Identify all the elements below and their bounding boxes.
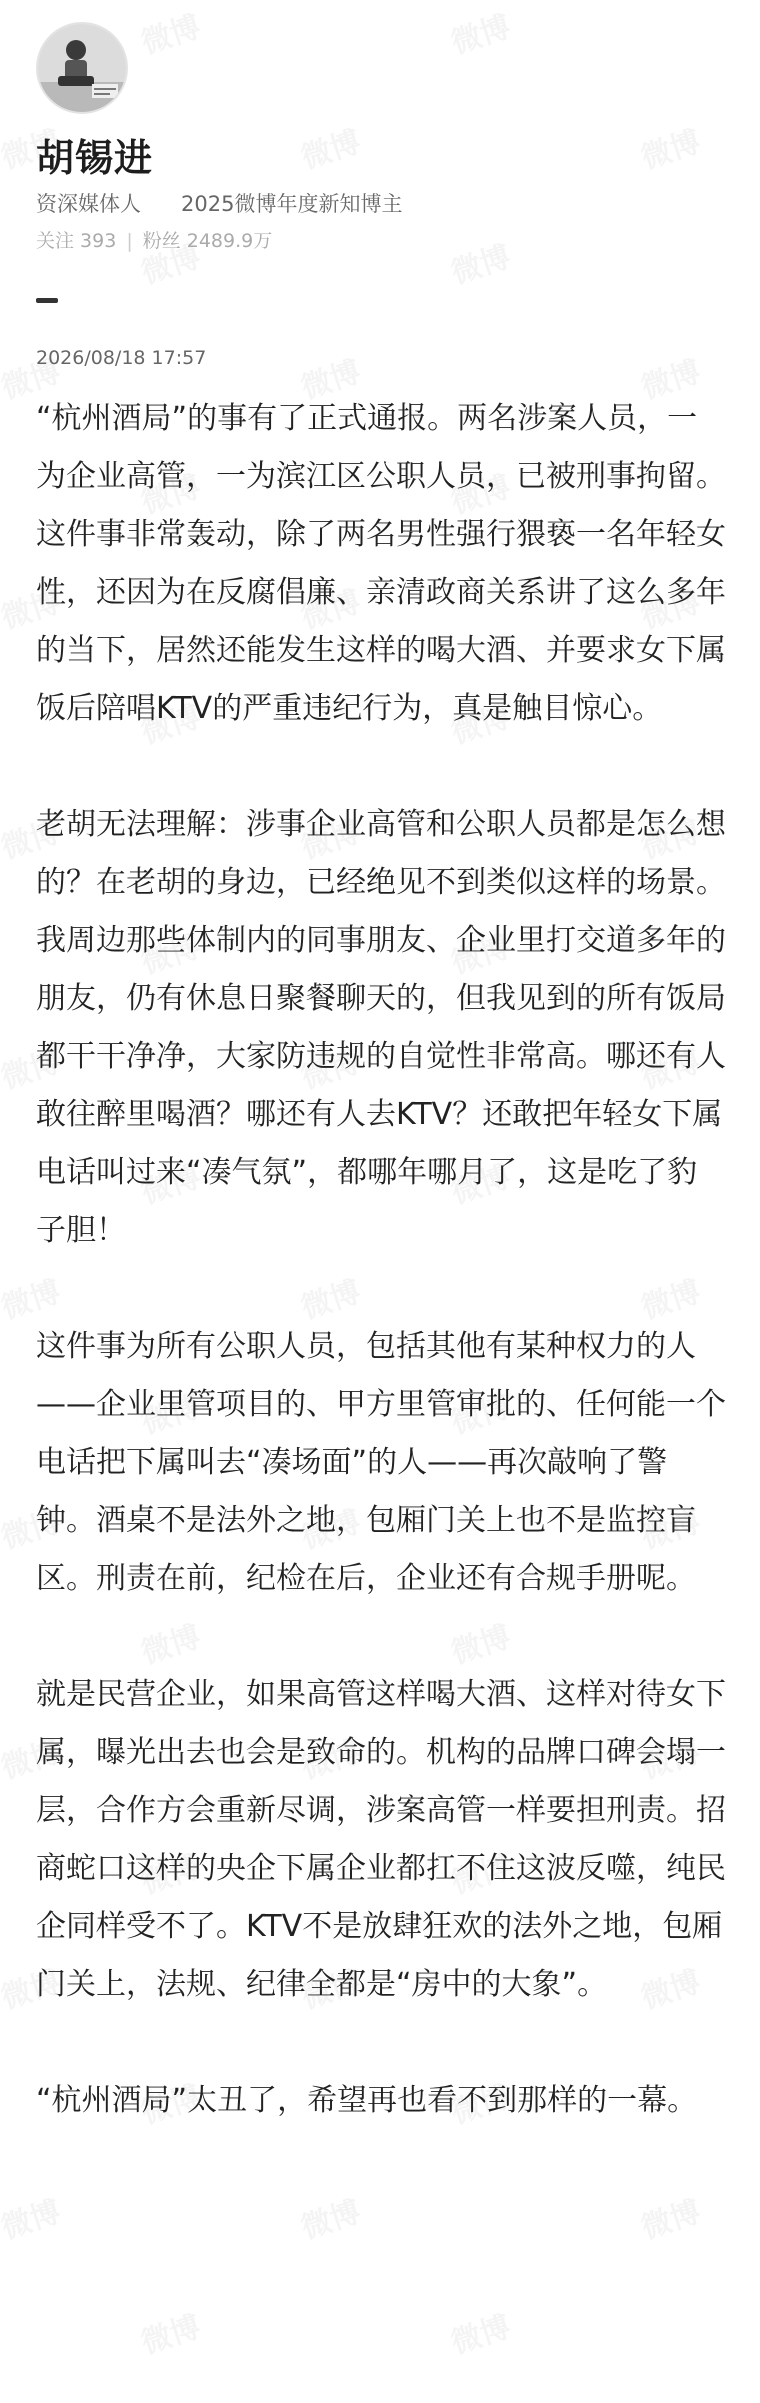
post-paragraph: 这件事为所有公职人员，包括其他有某种权力的人——企业里管项目的、甲方里管审批的、任何能一个电话把下属叫去“凑场面”的人——再次敲响了警钟。酒桌不是法外之地，包厢门关上也不是监控盲区。刑责在前，纪检在后，企业还有合规手册呢。 — [36, 1329, 726, 1596]
profile-tags — [36, 190, 726, 218]
person-photo-avatar-icon — [38, 24, 126, 112]
post-paragraph: 就是民营企业，如果高管这样喝大酒、这样对待女下属，曝光出去也会是致命的。机构的品牌口碑会塌一层，合作方会重新尽调，涉案高管一样要担刑责。招商蛇口这样的央企下属企业都扛不住这波反噬，纯民企同样受不了。KTV不是放肆狂欢的法外之地，包厢门关上，法规、纪律全都是“房中的大象”。 — [36, 1677, 726, 2002]
section-dash-divider — [36, 298, 58, 303]
weibo-watermark — [0, 2187, 65, 2247]
paragraph-gap — [36, 1260, 726, 1318]
profile-header — [36, 22, 726, 254]
profile-name[interactable]: 胡锡进 — [36, 136, 154, 180]
post-paragraph: 老胡无法理解：涉事企业高管和公职人员都是怎么想的？在老胡的身边，已经绝见不到类似这样的场景。我周边那些体制内的同事朋友、企业里打交道多年的朋友，仍有休息日聚餐聊天的，但我见到的所有饭局都干干净净，大家防违规的自觉性非常高。哪还有人敢往醉里喝酒？哪还有人去KTV？还敢把年轻女下属电话叫过来“凑气氛”，都哪年哪月了，这是吃了豹子胆！ — [36, 807, 726, 1248]
paragraph-gap — [36, 1608, 726, 1666]
post-body — [36, 390, 726, 2130]
profile-stats — [36, 228, 726, 254]
avatar[interactable] — [36, 22, 128, 114]
post-date: 2026/08/18 17:57 — [36, 347, 207, 369]
fans-count[interactable]: 粉丝 2489.9万 — [142, 230, 273, 252]
profile-tag-award: 2025微博年度新知博主 — [181, 192, 403, 216]
paragraph-gap — [36, 738, 726, 796]
post-paragraph: 这件事非常轰动，除了两名男性强行猥亵一名年轻女性，还因为在反腐倡廉、亲清政商关系讲了这么多年的当下，居然还能发生这样的喝大酒、并要求女下属饭后陪唱KTV的严重违纪行为，真是触目惊心。 — [36, 517, 726, 726]
weibo-watermark — [135, 2302, 206, 2362]
profile-tag-role: 资深媒体人 — [36, 192, 141, 216]
stats-divider: | — [126, 230, 133, 252]
post-paragraph: “杭州酒局”太丑了，希望再也看不到那样的一幕。 — [36, 2083, 698, 2118]
post-paragraph: “杭州酒局”的事有了正式通报。两名涉案人员，一为企业高管，一为滨江区公职人员，已被刑事拘留。 — [36, 401, 726, 494]
weibo-watermark — [635, 2187, 706, 2247]
weibo-watermark — [295, 2187, 366, 2247]
follow-count[interactable]: 关注 393 — [36, 230, 117, 252]
paragraph-gap — [36, 2014, 726, 2072]
weibo-watermark — [445, 2302, 516, 2362]
